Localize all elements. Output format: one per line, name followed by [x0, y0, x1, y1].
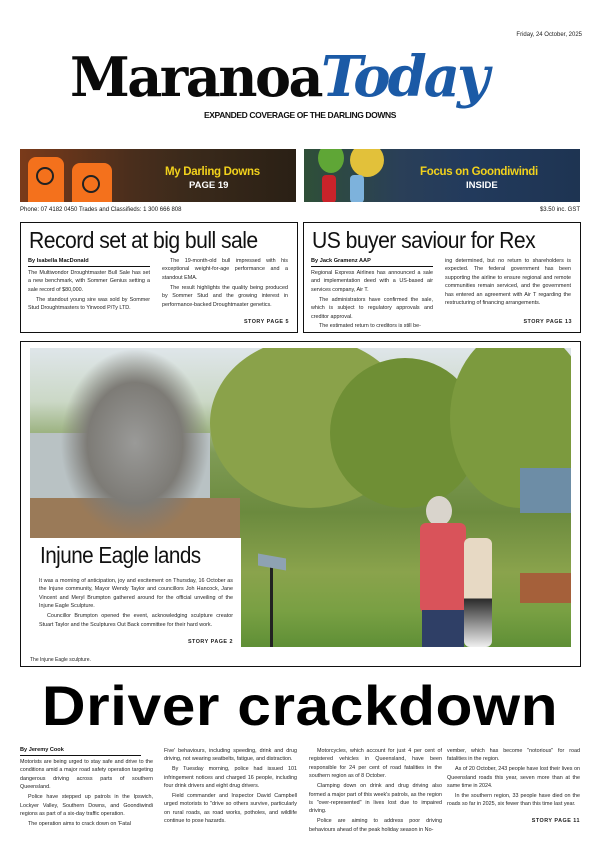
story-jump-link[interactable]: STORY PAGE 5 — [243, 319, 289, 325]
paragraph: The 19-month-old bull impressed with his exceptional weight-for-age performance and a standout EMA. — [162, 258, 288, 281]
lead-column-2 — [164, 747, 297, 827]
paragraph: Police have stepped up patrols in the Ipswich, Lockyer Valley, Southern Downs, and Goondiwindi regions as part of a six-day traffic operation. — [20, 794, 153, 817]
paragraph: Councillor Brumpton opened the event, acknowledging sculpture creator Stuart Taylor and the Sculptures Out Back committee for their hard work. — [39, 613, 233, 628]
person-shirt — [420, 523, 466, 613]
issue-date: Friday, 24 October, 2025 — [516, 32, 582, 38]
lead-jump-link[interactable]: STORY PAGE 11 — [531, 818, 580, 824]
promo-my-darling-downs[interactable] — [20, 149, 296, 202]
paragraph: vember, which has become "notorious" for road fatalities in the region. — [447, 748, 580, 763]
paragraph: The operation aims to crack down on 'Fatal — [28, 820, 131, 827]
photo-building — [520, 468, 571, 513]
story-jump-link[interactable]: STORY PAGE 2 — [187, 639, 233, 645]
paragraph: Clamping down on drink and drug driving also formed a major part of this week's patrols, as the region is "over-represented" in lives lost due to impaired driving. — [309, 783, 442, 815]
photo-bench — [520, 573, 571, 603]
story-column — [162, 257, 288, 310]
story-byline: By Jack Gramenz AAP — [311, 258, 433, 267]
paragraph: The administrators have confirmed the sale, which is subject to regulatory approvals and creditor approval. — [311, 296, 433, 320]
story-headline[interactable]: US buyer saviour for Rex — [312, 227, 536, 253]
paragraph: Five' behaviours, including speeding, drink and drug driving, not wearing seatbelts, fatigue, and distraction. — [164, 748, 297, 763]
promo-photo-figure — [322, 175, 336, 202]
paragraph: The estimated return to creditors is still be- — [319, 323, 421, 330]
paragraph: By Tuesday morning, police had issued 101 infringement notices and charged 16 people, including four drink drivers and eight drug drivers. — [164, 766, 297, 790]
paragraph: Motorists are being urged to stay safe and drive to the conditions amid a major road safety operation targeting dangerous driving across parts of southern Queensland. — [20, 759, 153, 791]
promo-title: My Darling Downs — [165, 166, 260, 178]
lead-column-3 — [309, 747, 442, 836]
promo-photo-costume — [350, 149, 384, 177]
story-headline[interactable]: Record set at big bull sale — [29, 227, 258, 253]
contact-line: Phone: 07 4182 0450 Trades and Classifieds: 1 300 666 808 — [20, 207, 182, 213]
lead-headline[interactable]: Driver crackdown — [41, 674, 559, 737]
paragraph: The Multiwondor Droughtmaster Bull Sale has set a new benchmark, with Sommer Genius setting a sale record of $80,000. — [28, 270, 150, 293]
promo-subtitle: INSIDE — [466, 180, 498, 191]
promo-subtitle: PAGE 19 — [189, 180, 229, 191]
paragraph: Police are aiming to address poor driving behaviours ahead of the peak holiday season in No- — [309, 818, 442, 833]
paragraph: Motorcycles, which account for just 4 per cent of registered vehicles in Queensland, have been responsible for 24 per cent of road fatalities in the southern region as of 8 October. — [309, 748, 442, 780]
feature-column — [39, 577, 233, 630]
promo-focus-goondiwindi[interactable] — [304, 149, 580, 202]
plaque — [258, 554, 286, 571]
story-us-buyer-rex[interactable] — [303, 222, 581, 333]
paragraph: The result highlights the quality being produced by Sommer Stud and the growing interest in performance-backed Droughtmaster genetics. — [162, 284, 288, 308]
paragraph: Field commander and Inspector David Campbell urged motorists to "drive so others survive, particularly on rural roads, as road works, potholes, and wildlife continue to pose hazards. — [164, 793, 297, 825]
person-second — [464, 538, 492, 647]
paragraph: ing determined, but no return to shareholders is expected. The federal government has been supporting the airline to ensure regional and remote communities remain serviced, and the government has entered an agreement with Air T regarding the restructuring of financing arrangements. — [445, 258, 571, 307]
person-head — [426, 496, 452, 526]
story-column — [445, 257, 571, 309]
lead-byline: By Jeremy Cook — [20, 747, 141, 756]
person-shorts — [422, 610, 464, 647]
promo-title: Focus on Goondiwindi — [420, 166, 538, 178]
shirt-logo-icon — [82, 175, 100, 193]
paragraph: The standout young sire was sold by Sommer Stud Droughtmasters to Yirwood P/Ty LTD. — [28, 296, 150, 312]
lead-column-1 — [20, 758, 153, 830]
paragraph: As of 20 October, 243 people have lost their lives on Queensland roads this year, seven more than at the same time in 2024. — [447, 766, 580, 790]
feature-headline[interactable]: Injune Eagle lands — [40, 542, 201, 568]
tagline: EXPANDED COVERAGE OF THE DARLING DOWNS — [204, 110, 396, 120]
paragraph: It was a morning of anticipation, joy and excitement on Thursday, 16 October as the Injune community, Mayor Wendy Taylor and councillors Joh Hancock, Jane Vincent and Meryl Brumpton gathered around for the official unveiling of the Injune Eagle Sculpture. — [39, 578, 233, 610]
story-column — [28, 269, 150, 314]
story-column — [311, 269, 433, 332]
masthead-today: Today — [320, 44, 487, 110]
promo-photo-costume — [318, 149, 344, 173]
story-byline: By Isabella MacDonald — [28, 258, 150, 267]
cover-price: $3.50 inc. GST — [539, 207, 580, 213]
eagle-sculpture — [60, 348, 210, 538]
promo-photo-figure — [350, 175, 364, 202]
shirt-logo-icon — [36, 167, 54, 185]
lead-column-4 — [447, 747, 580, 810]
plaque-post — [270, 558, 273, 647]
photo-caption: The Injune Eagle sculpture. — [30, 657, 91, 663]
masthead-maranoa: Maranoa — [70, 45, 321, 109]
feature-injune-eagle[interactable] — [20, 341, 581, 667]
story-jump-link[interactable]: STORY PAGE 13 — [523, 319, 572, 325]
feature-textbox — [30, 538, 241, 653]
paragraph: In the southern region, 33 people have died on the roads so far in 2025, six fewer than this time last year. — [447, 793, 580, 808]
masthead-logo[interactable] — [70, 46, 530, 108]
paragraph: Regional Express Airlines has announced a sale and implementation deed with a US-based air services company, Air T. — [311, 270, 433, 293]
story-record-bull-sale[interactable] — [20, 222, 298, 333]
